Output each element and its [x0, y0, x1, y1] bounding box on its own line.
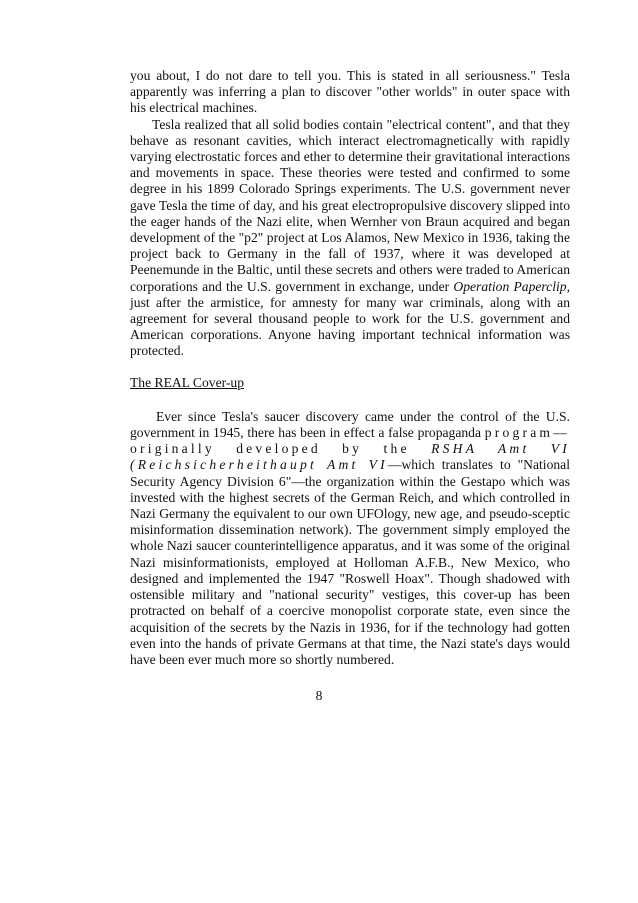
paragraph-text: just after the armistice, for amnesty for many war criminals, along with an agreement for several thousand people to work for the U.S. government and American corporations. Anyone having important technical information was protected.: [130, 294, 570, 359]
paragraph-continuation: you about, I do not dare to tell you. This is stated in all seriousness." Tesla apparently was inferring a plan to discover "other worlds" in outer space with his electrical machines.: [130, 68, 570, 116]
section-heading: The REAL Cover-up: [130, 374, 244, 390]
page-number: 8: [315, 688, 323, 703]
italic-term-rsha: RSHA Amt VI (Reichsicherheithaupt Amt VI: [130, 441, 570, 473]
paragraph-text-spaced: program—originally developed by the: [130, 425, 570, 457]
paragraph-text: Tesla realized that all solid bodies contain "electrical content", and that they behave as resonant cavities, which interact electromagnetically with rapidly varying electrostatic forces and ether to determine their gravitational interactions and movements in space. These theories were tested and confirmed to some degree in his 1899 Colorado Springs experiments. The U.S. government never gave Tesla the time of day, and his great electropropulsive discovery slipped into the eager hands of the Nazi elite, when Wernher von Braun acquired and began development of the "p2" project at Los Alamos, New Mexico in 1936, taking the project back to Germany in the fall of 1937, where it was developed at Peenemunde in the Baltic, until these secrets and others were traded to American corporations and the U.S. government in exchange, under: [130, 116, 570, 294]
paragraph-tesla-electrical-content: [130, 117, 570, 360]
paragraph-real-cover-up: [130, 409, 570, 668]
paragraph-text: —which translates to "National Security Agency Division 6"—the organization within the Gestapo which was invested with the highest secrets of the German Reich, and which controlled in Nazi Germany the equivalent to our own UFOlogy, new age, and pseudo-sceptic misinformation dissemination network). The government simply employed the whole Nazi saucer counterintelligence apparatus, and it was some of the original Nazi misinformationists, employed at Holloman A.F.B., New Mexico, who designed and implemented the 1947 "Roswell Hoax". Though shadowed with ostensible military and "national security" vestiges, this cover-up has been protracted on behalf of a coercive monopolist corporate state, even since the acquisition of the secrets by the Nazis in 1936, for if the technology had gotten even into the hands of private Germans at that time, the Nazi state's days would have been ever much more so shortly numbered.: [130, 457, 570, 667]
text-column: [130, 68, 570, 668]
paragraph-text: Ever since Tesla's saucer discovery came under the control of the U.S. government in 1945, there has been in effect a false propaganda: [130, 408, 570, 441]
italic-term-operation-paperclip: Operation Paperclip,: [453, 278, 571, 294]
